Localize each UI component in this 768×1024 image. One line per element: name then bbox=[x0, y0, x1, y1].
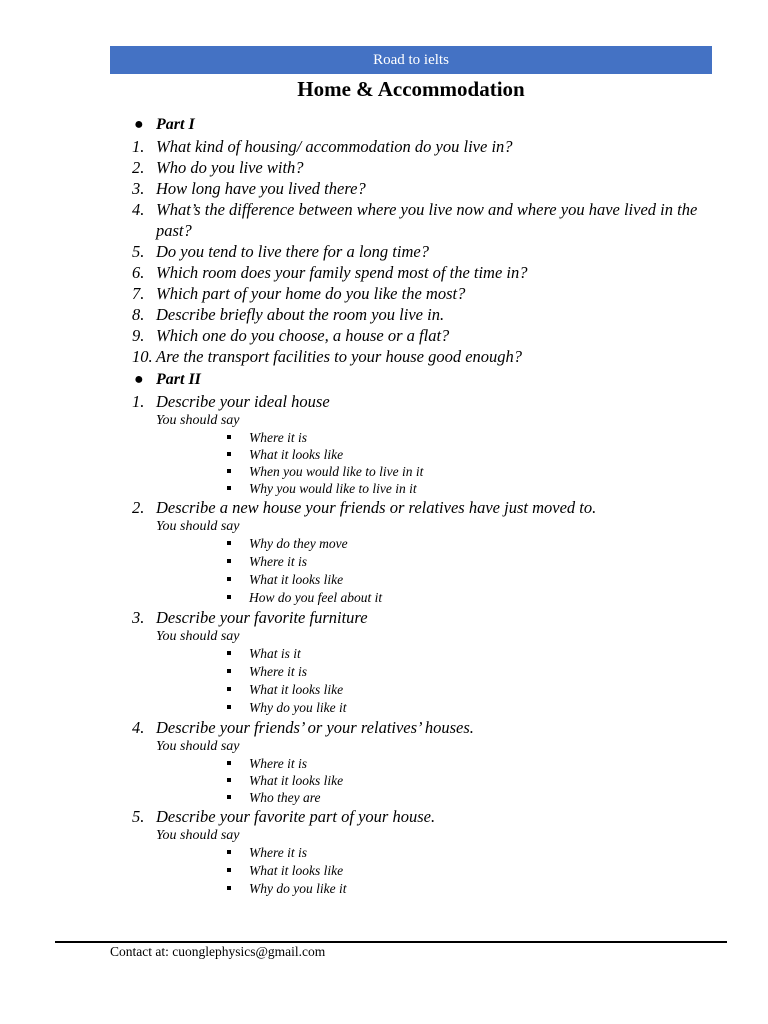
footer-contact: Contact at: cuonglephysics@gmail.com bbox=[110, 944, 326, 959]
topic-text: Describe your ideal house bbox=[156, 392, 330, 411]
cue-point bbox=[227, 789, 732, 806]
question-item bbox=[132, 241, 732, 262]
cue-point bbox=[227, 681, 732, 699]
question-text: Which room does your family spend most of the time in? bbox=[156, 263, 528, 282]
cue-point bbox=[227, 589, 732, 607]
question-text: Describe briefly about the room you live in. bbox=[156, 305, 445, 324]
bullet-icon: ● bbox=[134, 371, 144, 388]
square-bullet-icon bbox=[227, 850, 231, 854]
cue-point bbox=[227, 755, 732, 772]
square-bullet-icon bbox=[227, 687, 231, 691]
topic-item bbox=[132, 391, 732, 412]
cue-point bbox=[227, 699, 732, 717]
cue-point-text: What it looks like bbox=[249, 863, 344, 878]
question-number: 9. bbox=[132, 326, 145, 345]
cue-point bbox=[227, 862, 732, 880]
question-item bbox=[132, 178, 732, 199]
question-item bbox=[132, 304, 732, 325]
you-should-say-label: You should say bbox=[156, 828, 240, 843]
question-number: 10. bbox=[132, 347, 153, 366]
cue-point bbox=[227, 880, 732, 898]
square-bullet-icon bbox=[227, 795, 231, 799]
page-title: Home & Accommodation bbox=[297, 77, 525, 101]
cue-point-text: What it looks like bbox=[249, 773, 344, 788]
question-number: 5. bbox=[132, 242, 145, 261]
square-bullet-icon bbox=[227, 778, 231, 782]
question-item bbox=[132, 346, 732, 367]
cue-point bbox=[227, 535, 732, 553]
cue-point-text: Why do they move bbox=[249, 536, 348, 551]
question-text: How long have you lived there? bbox=[156, 179, 366, 198]
question-number: 4. bbox=[132, 200, 145, 219]
question-number: 7. bbox=[132, 284, 145, 303]
cue-point bbox=[227, 429, 732, 446]
question-number: 1. bbox=[132, 137, 145, 156]
cue-point-text: Why do you like it bbox=[249, 700, 347, 715]
cue-point-text: What it looks like bbox=[249, 682, 344, 697]
cue-point-text: Why you would like to live in it bbox=[249, 481, 417, 496]
question-number: 8. bbox=[132, 305, 145, 324]
square-bullet-icon bbox=[227, 486, 231, 490]
topic-number: 1. bbox=[132, 392, 145, 411]
cue-point-text: Why do you like it bbox=[249, 881, 347, 896]
square-bullet-icon bbox=[227, 435, 231, 439]
cue-point-text: Where it is bbox=[249, 554, 307, 569]
square-bullet-icon bbox=[227, 886, 231, 890]
question-number: 6. bbox=[132, 263, 145, 282]
topic-item bbox=[132, 806, 732, 827]
cue-point-text: Who they are bbox=[249, 790, 321, 805]
you-should-say-label: You should say bbox=[156, 629, 240, 644]
part-2-topics bbox=[132, 391, 732, 898]
cue-point-list bbox=[132, 755, 732, 806]
part-2-heading: ● Part II bbox=[132, 369, 732, 391]
cue-point-text: How do you feel about it bbox=[249, 590, 383, 605]
square-bullet-icon bbox=[227, 541, 231, 545]
banner: Road to ielts bbox=[110, 46, 712, 74]
cue-point-text: Where it is bbox=[249, 664, 307, 679]
square-bullet-icon bbox=[227, 559, 231, 563]
cue-point-text: When you would like to live in it bbox=[249, 464, 424, 479]
square-bullet-icon bbox=[227, 651, 231, 655]
question-item bbox=[132, 325, 732, 346]
cue-point bbox=[227, 446, 732, 463]
question-item bbox=[132, 199, 732, 241]
question-item bbox=[132, 283, 732, 304]
topic-item bbox=[132, 497, 732, 518]
cue-point bbox=[227, 663, 732, 681]
bullet-icon: ● bbox=[134, 116, 144, 133]
square-bullet-icon bbox=[227, 595, 231, 599]
square-bullet-icon bbox=[227, 452, 231, 456]
question-text: Who do you live with? bbox=[156, 158, 304, 177]
question-item bbox=[132, 157, 732, 178]
cue-point-list bbox=[132, 844, 732, 898]
part-1-questions bbox=[132, 136, 732, 367]
cue-point-text: Where it is bbox=[249, 845, 307, 860]
topic-number: 5. bbox=[132, 807, 145, 826]
you-should-say-label: You should say bbox=[156, 413, 240, 428]
square-bullet-icon bbox=[227, 469, 231, 473]
topic-number: 3. bbox=[132, 608, 145, 627]
question-number: 2. bbox=[132, 158, 145, 177]
you-should-say-label: You should say bbox=[156, 519, 240, 534]
part-1-heading: ● Part I bbox=[132, 114, 732, 136]
cue-point bbox=[227, 571, 732, 589]
you-should-say-label: You should say bbox=[156, 739, 240, 754]
question-item bbox=[132, 262, 732, 283]
cue-point-text: What is it bbox=[249, 646, 301, 661]
question-text: Do you tend to live there for a long time? bbox=[156, 242, 429, 261]
question-text: Are the transport facilities to your house good enough? bbox=[156, 347, 523, 366]
question-number: 3. bbox=[132, 179, 145, 198]
square-bullet-icon bbox=[227, 868, 231, 872]
footer-divider bbox=[55, 941, 727, 943]
cue-point-text: What it looks like bbox=[249, 447, 344, 462]
cue-point bbox=[227, 772, 732, 789]
question-text: Which one do you choose, a house or a flat? bbox=[156, 326, 450, 345]
cue-point-list bbox=[132, 645, 732, 717]
cue-point-list bbox=[132, 429, 732, 497]
question-text: What’s the difference between where you live now and where you have lived in the past? bbox=[156, 200, 698, 240]
cue-point-text: What it looks like bbox=[249, 572, 344, 587]
document-body bbox=[132, 114, 732, 898]
topic-text: Describe a new house your friends or relatives have just moved to. bbox=[156, 498, 597, 517]
square-bullet-icon bbox=[227, 761, 231, 765]
topic-number: 2. bbox=[132, 498, 145, 517]
topic-item bbox=[132, 607, 732, 628]
topic-item bbox=[132, 717, 732, 738]
topic-text: Describe your friends’ or your relatives’ houses. bbox=[156, 718, 474, 737]
cue-point-text: Where it is bbox=[249, 756, 307, 771]
cue-point-text: Where it is bbox=[249, 430, 307, 445]
cue-point bbox=[227, 844, 732, 862]
question-item bbox=[132, 136, 732, 157]
topic-number: 4. bbox=[132, 718, 145, 737]
cue-point bbox=[227, 553, 732, 571]
question-text: What kind of housing/ accommodation do you live in? bbox=[156, 137, 513, 156]
cue-point bbox=[227, 645, 732, 663]
square-bullet-icon bbox=[227, 577, 231, 581]
topic-text: Describe your favorite furniture bbox=[156, 608, 368, 627]
square-bullet-icon bbox=[227, 669, 231, 673]
square-bullet-icon bbox=[227, 705, 231, 709]
topic-text: Describe your favorite part of your house. bbox=[156, 807, 436, 826]
cue-point-list bbox=[132, 535, 732, 607]
cue-point bbox=[227, 463, 732, 480]
cue-point bbox=[227, 480, 732, 497]
question-text: Which part of your home do you like the most? bbox=[156, 284, 466, 303]
